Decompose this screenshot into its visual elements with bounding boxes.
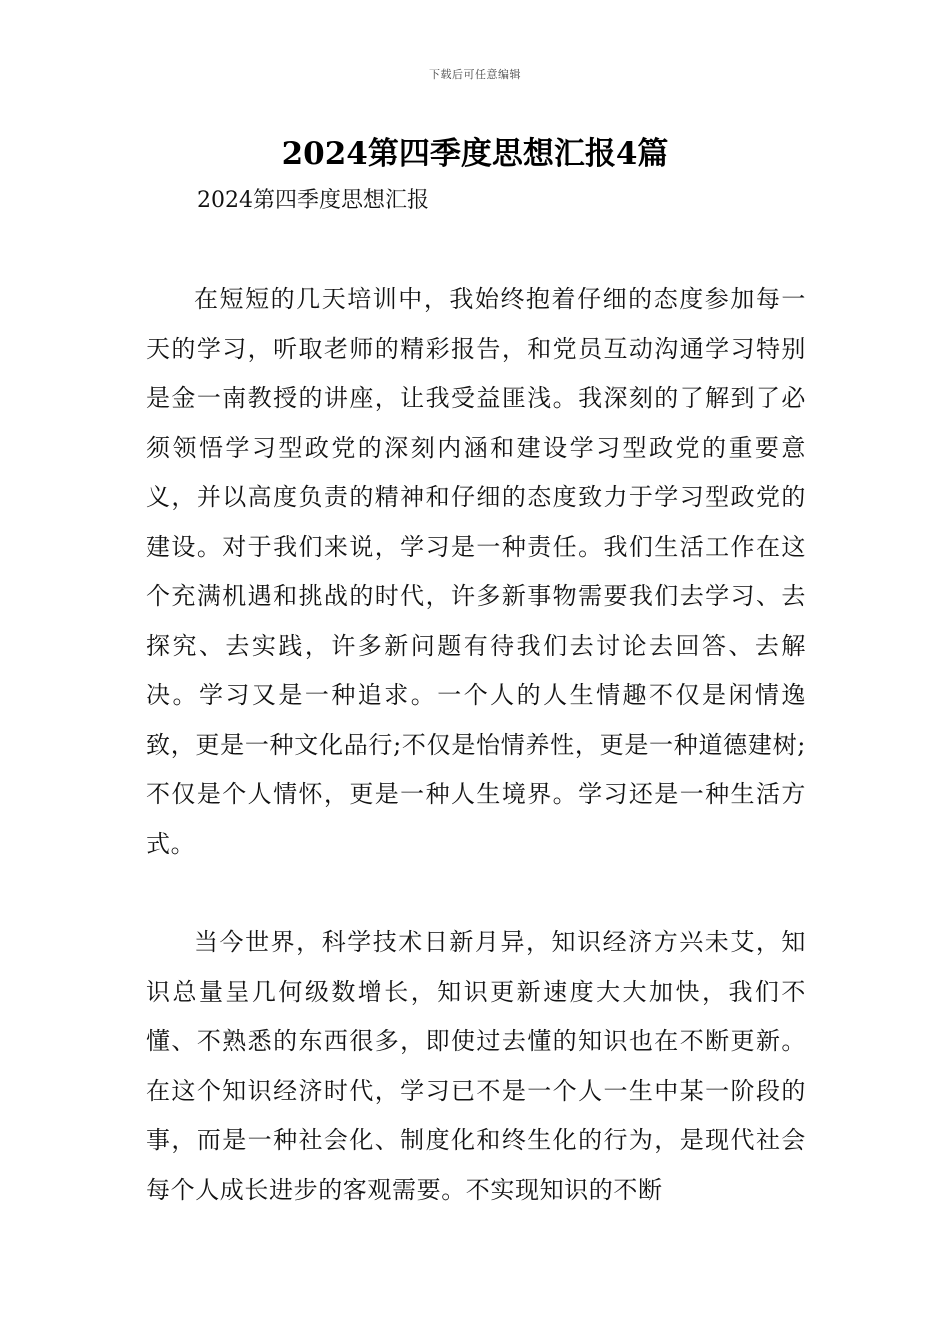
document-title: 2024第四季度思想汇报4篇 <box>281 136 669 172</box>
document-subtitle: 2024第四季度思想汇报 <box>197 188 429 213</box>
header-note: 下载后可任意编辑 <box>429 68 521 81</box>
body-paragraph-1: 在短短的几天培训中，我始终抱着仔细的态度参加每一天的学习，听取老师的精彩报告，和党员互动沟通学习特别是金一南教授的讲座，让我受益匪浅。我深刻的了解到了必须领悟学习型政党的深刻内涵和建设学习型政党的重要意义，并以高度负责的精神和仔细的态度致力于学习型政党的建设。对于我们来说，学习是一种责任。我们生活工作在这个充满机遇和挑战的时代，许多新事物需要我们去学习、去探究、去实践，许多新问题有待我们去讨论去回答、去解决。学习又是一种追求。一个人的人生情趣不仅是闲情逸致，更是一种文化品行;不仅是怡情养性，更是一种道德建树;不仅是个人情怀，更是一种人生境界。学习还是一种生活方式。 <box>146 285 806 858</box>
body-paragraph-2: 当今世界，科学技术日新月异，知识经济方兴未艾，知识总量呈几何级数增长，知识更新速度大大加快，我们不懂、不熟悉的东西很多，即使过去懂的知识也在不断更新。在这个知识经济时代，学习已不是一个人一生中某一阶段的事，而是一种社会化、制度化和终生化的行为，是现代社会每个人成长进步的客观需要。不实现知识的不断 <box>146 928 806 1204</box>
